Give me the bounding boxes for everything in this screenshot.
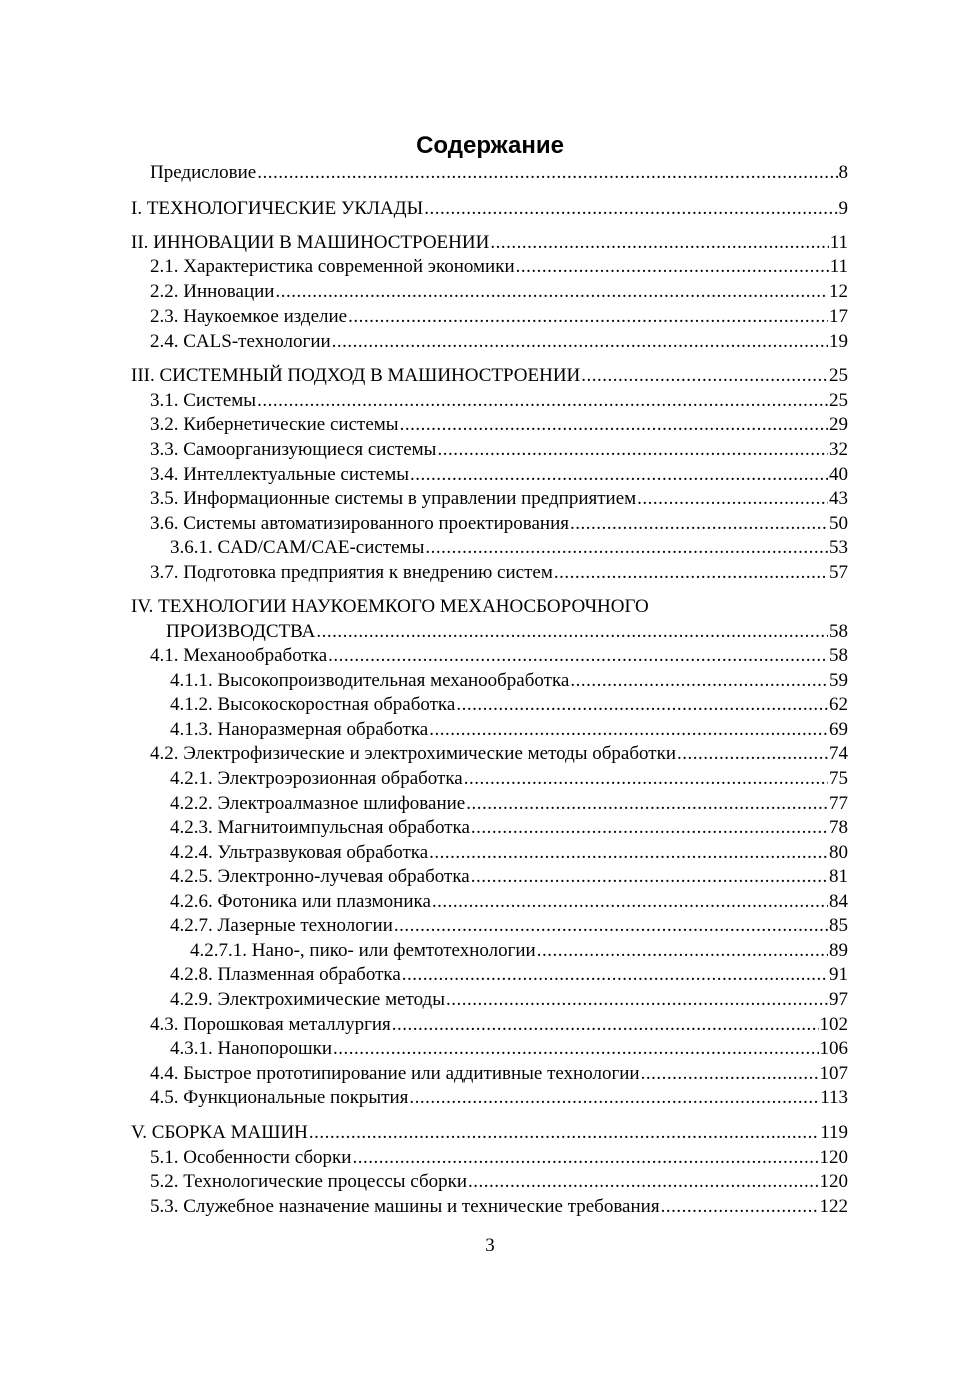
toc-entry-label: 4.4. Быстрое прототипирование или аддитивные технологии (150, 1063, 640, 1084)
toc-entry-label: 5.1. Особенности сборки (150, 1147, 352, 1168)
toc-entry-label: 4.2.7.1. Нано-, пико- или фемтотехнологии (190, 940, 536, 961)
toc-entry-page: 119 (820, 1122, 848, 1143)
toc-entry-label: 5.3. Служебное назначение машины и технические требования (150, 1196, 660, 1217)
toc-entry-page: 78 (829, 817, 848, 838)
page-number: 3 (485, 1235, 495, 1256)
toc-entry-page: 113 (820, 1087, 848, 1108)
toc-entry-4-2-3[interactable] (170, 816, 848, 840)
page-title: Содержание (416, 132, 564, 159)
dot-leader (641, 1062, 819, 1086)
toc-entry-3-6[interactable] (150, 512, 848, 536)
toc-entry-4-4[interactable] (150, 1062, 848, 1086)
dot-leader (402, 963, 828, 987)
toc-entry-page: 19 (829, 331, 848, 352)
dot-leader (400, 413, 828, 437)
dot-leader (328, 644, 828, 668)
toc-entry-label: 4.2.2. Электроалмазное шлифование (170, 793, 466, 814)
dot-leader (275, 280, 828, 304)
toc-entry-label: Предисловие (150, 162, 257, 183)
toc-entry-label: 5.2. Технологические процессы сборки (150, 1171, 468, 1192)
dot-leader (537, 939, 828, 963)
toc-entry-label: V. СБОРКА МАШИН (131, 1122, 308, 1143)
toc-entry-4-2-8[interactable] (170, 963, 848, 987)
toc-entry-4-1-1[interactable] (170, 669, 848, 693)
toc-entry-3-7[interactable] (150, 561, 848, 585)
dot-leader (466, 792, 828, 816)
toc-entry-5-3[interactable] (150, 1195, 848, 1219)
toc-entry-page: 120 (819, 1171, 848, 1192)
toc-entry-label: 3.7. Подготовка предприятия к внедрению систем (150, 562, 553, 583)
toc-entry-page: 9 (838, 198, 848, 219)
toc-entry-4-5[interactable] (150, 1086, 848, 1110)
toc-entry-page: 11 (829, 232, 848, 253)
toc-entry-page: 8 (838, 162, 848, 183)
toc-entry-label: 4.2.1. Электроэрозионная обработка (170, 768, 463, 789)
toc-entry-4-2-6[interactable] (170, 890, 848, 914)
toc-entry-3-3[interactable] (150, 438, 848, 462)
toc-entry-label: 4.5. Функциональные покрытия (150, 1087, 409, 1108)
toc-entry-page: 11 (829, 256, 848, 277)
toc-entry-page: 29 (829, 414, 848, 435)
toc-entry-label: III. СИСТЕМНЫЙ ПОДХОД В МАШИНОСТРОЕНИИ (131, 365, 581, 386)
toc-entry-4-3-1[interactable] (170, 1037, 848, 1061)
dot-leader (468, 1170, 818, 1194)
toc-entry-page: 58 (829, 645, 848, 666)
toc-entry-label: 2.2. Инновации (150, 281, 275, 302)
toc-entry-3-4[interactable] (150, 463, 848, 487)
toc-entry-4-2-7[interactable] (170, 914, 848, 938)
toc-entry-chapter-4-line1: IV. ТЕХНОЛОГИИ НАУКОЕМКОГО МЕХАНОСБОРОЧНОГО (131, 596, 649, 617)
dot-leader (471, 816, 828, 840)
toc-entry-label: 4.2.7. Лазерные технологии (170, 915, 393, 936)
toc-entry-label: 4.1. Механообработка (150, 645, 328, 666)
dot-leader (352, 1146, 818, 1170)
toc-entry-page: 91 (829, 964, 848, 985)
toc-entry-page: 102 (819, 1014, 848, 1035)
toc-entry-page: 59 (829, 670, 848, 691)
toc-entry-page: 69 (829, 719, 848, 740)
toc-entry-page: 43 (829, 488, 848, 509)
dot-leader (677, 742, 828, 766)
toc-entry-page: 107 (819, 1063, 848, 1084)
dot-leader (570, 512, 828, 536)
toc-entry-label: 4.1.3. Наноразмерная обработка (170, 719, 429, 740)
toc-entry-5-2[interactable] (150, 1170, 848, 1194)
toc-entry-label: 4.3. Порошковая металлургия (150, 1014, 391, 1035)
toc-entry-label: 4.3.1. Нанопорошки (170, 1038, 333, 1059)
toc-entry-page: 97 (829, 989, 848, 1010)
toc-entry-label: 3.1. Системы (150, 390, 257, 411)
toc-entry-label: 4.2.3. Магнитоимпульсная обработка (170, 817, 470, 838)
dot-leader (410, 463, 828, 487)
toc-entry-4-2-2[interactable] (170, 792, 848, 816)
toc-entry-4-2-4[interactable] (170, 841, 848, 865)
toc-entry-label: 4.2.6. Фотоника или плазмоника (170, 891, 431, 912)
toc-entry-label: 3.6. Системы автоматизированного проектирования (150, 513, 569, 534)
toc-entry-page: 80 (829, 842, 848, 863)
toc-entry-page: 58 (829, 621, 848, 642)
toc-entry-page: 12 (829, 281, 848, 302)
toc-entry-4-2-1[interactable] (170, 767, 848, 791)
dot-leader (309, 1121, 819, 1145)
toc-entry-chapter-4[interactable] (166, 620, 848, 644)
toc-entry-page: 40 (829, 464, 848, 485)
toc-entry-page: 120 (819, 1147, 848, 1168)
dot-leader (637, 487, 828, 511)
toc-entry-2-4[interactable] (150, 330, 848, 354)
dot-leader (464, 767, 828, 791)
toc-entry-2-3[interactable] (150, 305, 848, 329)
dot-leader (432, 890, 828, 914)
dot-leader (554, 561, 828, 585)
toc-entry-page: 106 (819, 1038, 848, 1059)
toc-entry-label: 4.2.9. Электрохимические методы (170, 989, 445, 1010)
toc-entry-4-2-7-1[interactable] (190, 939, 848, 963)
toc-entry-page: 50 (829, 513, 848, 534)
dot-leader (392, 1013, 819, 1037)
toc-entry-page: 84 (829, 891, 848, 912)
toc-entry-page: 81 (829, 866, 848, 887)
toc-entry-chapter-1[interactable] (131, 197, 848, 221)
toc-entry-5-1[interactable] (150, 1146, 848, 1170)
toc-entry-chapter-3[interactable] (131, 364, 848, 388)
dot-leader (437, 438, 828, 462)
dot-leader (516, 255, 829, 279)
dot-leader (429, 718, 828, 742)
toc-entry-page: 17 (829, 306, 848, 327)
dot-leader (490, 231, 828, 255)
toc-entry-label: 4.2. Электрофизические и электрохимические методы обработки (150, 743, 676, 764)
toc-entry-page: 32 (829, 439, 848, 460)
dot-leader (394, 914, 828, 938)
toc-entry-label: 3.5. Информационные системы в управлении предприятием (150, 488, 637, 509)
toc-entry-4-3[interactable] (150, 1013, 848, 1037)
toc-entry-page: 77 (829, 793, 848, 814)
dot-leader (661, 1195, 819, 1219)
toc-entry-chapter-2[interactable] (131, 231, 848, 255)
toc-entry-page: 25 (829, 365, 848, 386)
toc-entry-4-1-3[interactable] (170, 718, 848, 742)
dot-leader (429, 841, 828, 865)
toc-entry-4-2-5[interactable] (170, 865, 848, 889)
dot-leader (471, 865, 828, 889)
toc-entry-3-5[interactable] (150, 487, 848, 511)
toc-entry-label: I. ТЕХНОЛОГИЧЕСКИЕ УКЛАДЫ (131, 198, 424, 219)
toc-entry-chapter-5[interactable] (131, 1121, 848, 1145)
toc-entry-label: 3.3. Самоорганизующиеся системы (150, 439, 437, 460)
toc-entry-4-1[interactable] (150, 644, 848, 668)
toc-entry-label: 3.2. Кибернетические системы (150, 414, 399, 435)
toc-entry-3-6-1[interactable] (170, 536, 848, 560)
toc-entry-preface[interactable] (150, 161, 848, 185)
dot-leader (456, 693, 828, 717)
dot-leader (348, 305, 828, 329)
toc-entry-page: 62 (829, 694, 848, 715)
toc-entry-label: 2.3. Наукоемкое изделие (150, 306, 348, 327)
dot-leader (257, 161, 837, 185)
toc-entry-label: 4.2.5. Электронно-лучевая обработка (170, 866, 470, 887)
dot-leader (409, 1086, 819, 1110)
dot-leader (570, 669, 828, 693)
toc-entry-label: 4.1.1. Высокопроизводительная механообработка (170, 670, 570, 691)
toc-entry-page: 57 (829, 562, 848, 583)
toc-entry-page: 89 (829, 940, 848, 961)
toc-entry-4-2[interactable] (150, 742, 848, 766)
toc-entry-page: 53 (829, 537, 848, 558)
toc-entry-page: 74 (829, 743, 848, 764)
toc-entry-4-2-9[interactable] (170, 988, 848, 1012)
toc-entry-label: 4.1.2. Высокоскоростная обработка (170, 694, 456, 715)
dot-leader (446, 988, 828, 1012)
toc-entry-label: 3.4. Интеллектуальные системы (150, 464, 409, 485)
toc-entry-label: 4.2.4. Ультразвуковая обработка (170, 842, 429, 863)
toc-entry-label: 2.1. Характеристика современной экономики (150, 256, 515, 277)
dot-leader (424, 197, 837, 221)
toc-entry-label: ПРОИЗВОДСТВА (166, 621, 316, 642)
toc-entry-page: 85 (829, 915, 848, 936)
dot-leader (581, 364, 828, 388)
dot-leader (333, 1037, 818, 1061)
toc-entry-label: 2.4. CALS-технологии (150, 331, 331, 352)
toc-entry-page: 122 (819, 1196, 848, 1217)
toc-entry-page: 25 (829, 390, 848, 411)
toc-entry-4-1-2[interactable] (170, 693, 848, 717)
toc-entry-label: 4.2.8. Плазменная обработка (170, 964, 401, 985)
toc-entry-2-2[interactable] (150, 280, 848, 304)
dot-leader (316, 620, 828, 644)
toc-entry-2-1[interactable] (150, 255, 848, 279)
toc-entry-label: 3.6.1. CAD/CAM/CAE-системы (170, 537, 425, 558)
toc-entry-3-2[interactable] (150, 413, 848, 437)
dot-leader (257, 389, 828, 413)
toc-entry-label: II. ИННОВАЦИИ В МАШИНОСТРОЕНИИ (131, 232, 490, 253)
toc-entry-3-1[interactable] (150, 389, 848, 413)
toc-entry-page: 75 (829, 768, 848, 789)
dot-leader (332, 330, 828, 354)
dot-leader (425, 536, 828, 560)
